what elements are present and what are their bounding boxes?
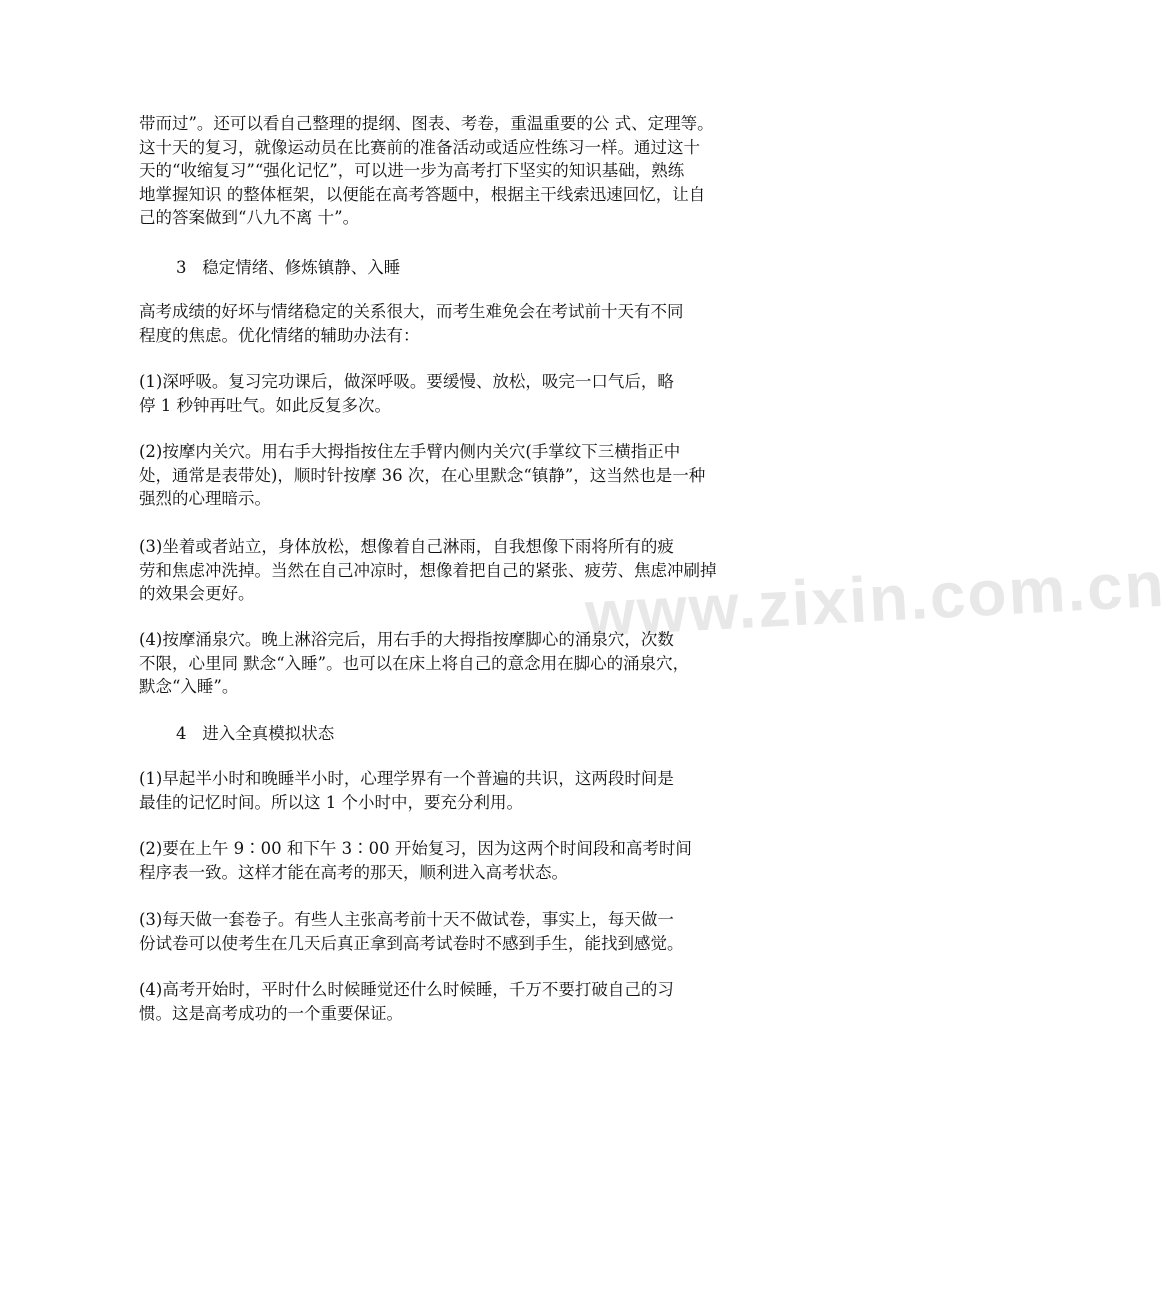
- paragraph-neiguan-massage: (2)按摩内关穴。用右手大拇指按住左手臂内侧内关穴(手掌纹下三横指正中 处，通常是表带处)，顺时针按摩 36 次，在心里默念“镇静”，这当然也是一种 强烈的心理暗示。: [139, 442, 706, 508]
- paragraph-relaxation: (3)坐着或者站立，身体放松，想像着自己淋雨，自我想像下雨将所有的疲 劳和焦虑冲洗掉。当然在自己冲凉时，想像着把自己的紧张、疲劳、焦虑冲刷掉 的效果会更好。: [139, 537, 717, 603]
- paragraph-deep-breathing: (1)深呼吸。复习完功课后，做深呼吸。要缓慢、放松，吸完一口气后，略 停 1 秒钟再吐气。如此反复多次。: [139, 372, 674, 415]
- paragraph-sleep-habit: (4)高考开始时，平时什么时候睡觉还什么时候睡，千万不要打破自己的习 惯。这是高考成功的一个重要保证。: [139, 980, 674, 1023]
- section-heading-3: 3 稳定情绪、修炼镇静、入睡: [176, 258, 401, 277]
- paragraph-review-schedule: (2)要在上午 9∶00 和下午 3∶00 开始复习，因为这两个时间段和高考时间 程序表一致。这样才能在高考的那天，顺利进入高考状态。: [139, 839, 692, 882]
- paragraph-daily-test: (3)每天做一套卷子。有些人主张高考前十天不做试卷，事实上，每天做一 份试卷可以使考生在几天后真正拿到高考试卷时不感到手生，能找到感觉。: [139, 910, 684, 953]
- section-heading-4: 4 进入全真模拟状态: [176, 724, 335, 743]
- paragraph-yongquan-massage: (4)按摩涌泉穴。晚上淋浴完后，用右手的大拇指按摩脚心的涌泉穴，次数 不限，心里同 默念“入睡”。也可以在床上将自己的意念用在脚心的涌泉穴， 默念“入睡”。: [139, 630, 690, 696]
- paragraph-early-late-study: (1)早起半小时和晚睡半小时，心理学界有一个普遍的共识，这两段时间是 最佳的记忆时间。所以这 1 个小时中，要充分利用。: [139, 769, 674, 812]
- paragraph-emotion-intro: 高考成绩的好坏与情绪稳定的关系很大，而考生难免会在考试前十天有不同 程度的焦虑。优化情绪的辅助办法有：: [139, 302, 684, 345]
- paragraph-review-summary: 带而过”。还可以看自己整理的提纲、图表、考卷，重温重要的公 式、定理等。 这十天的复习，就像运动员在比赛前的准备活动或适应性练习一样。通过这十 天的“收缩复习”“强化记忆”，可以进一步为高考打下坚实的知识基础，熟练 地掌握知识 的整体框架，以便能在高考答题中，根据主干线索迅速回忆，让自 己的答案做到“八九不离 十”。: [139, 114, 714, 227]
- watermark: www.zixin.com.cn: [583, 547, 1167, 651]
